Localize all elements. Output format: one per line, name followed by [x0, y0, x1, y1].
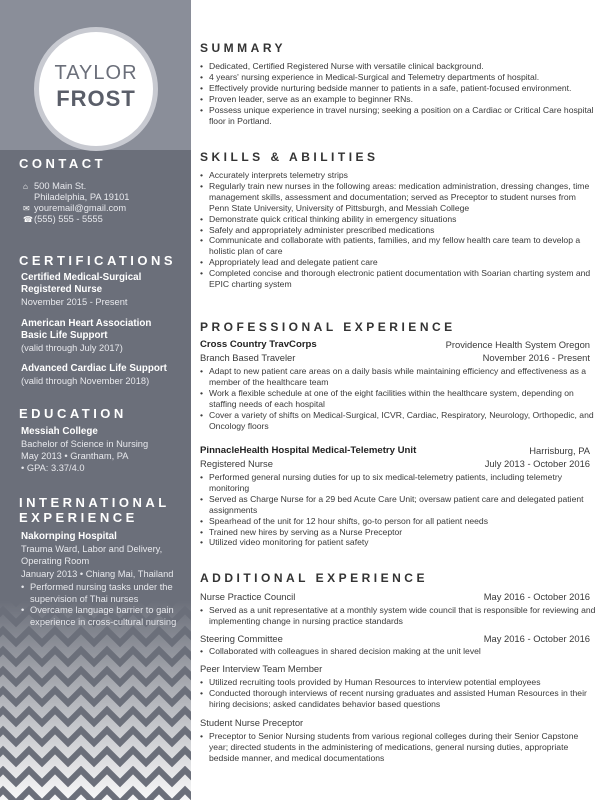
sidebar	[0, 0, 191, 800]
list-item: • Trained new hires by serving as a Nurse Preceptor	[200, 527, 596, 538]
cert-3-detail: (valid through November 2018)	[21, 376, 150, 386]
add-1-dates: May 2016 - October 2016	[483, 591, 590, 602]
add-2-bullets	[200, 646, 596, 657]
intl-date-location: January 2013 • Chiang Mai, Thailand	[21, 569, 174, 579]
list-item: • Safely and appropriately administer prescribed medications	[200, 225, 596, 236]
address-line1: 500 Main St.	[34, 181, 87, 191]
list-item: • Performed general nursing duties for up to six medical-telemetry patients, including telemetry monitoring	[200, 472, 596, 494]
degree: Bachelor of Science in Nursing	[21, 439, 149, 449]
cert-1-detail: November 2015 - Present	[21, 297, 128, 307]
add-4-role: Student Nurse Preceptor	[200, 717, 304, 728]
cert-3-line1: Advanced Cardiac Life Support	[21, 363, 167, 374]
job-2-bullets	[200, 472, 596, 548]
last-name: FROST	[56, 86, 136, 111]
add-3-bullets	[200, 677, 596, 710]
list-item: • Communicate and collaborate with patients, families, and my fellow health care team to develop a holistic plan of care	[200, 235, 596, 257]
cert-2-detail: (valid through July 2017)	[21, 343, 123, 353]
education-heading: EDUCATION	[19, 406, 127, 421]
email-row	[23, 203, 126, 215]
list-item: • Accurately interprets telemetry strips	[200, 170, 596, 181]
list-item: • Utilized video monitoring for patient safety	[200, 537, 596, 548]
school-name: Messiah College	[21, 426, 98, 437]
list-item: • Proven leader, serve as an example to beginner RNs.	[200, 94, 596, 105]
job-1-title: Cross Country TravCorps	[200, 339, 317, 350]
list-item: • Preceptor to Senior Nursing students from various regional colleges during their Senior Capstone year; directed students in the administering of medications, general nursing duties, appropriate bedside manner, and medical documentations	[200, 731, 596, 764]
add-1-role: Nurse Practice Council	[200, 591, 296, 602]
education-date-location: May 2013 • Grantham, PA	[21, 451, 129, 461]
add-4-bullets	[200, 731, 596, 764]
job-1-role: Branch Based Traveler	[200, 352, 296, 363]
list-item: • Cover a variety of shifts on Medical-Surgical, ICVR, Cardiac, Respiratory, Neurology, Orthopedic, and Oncology floors	[200, 410, 596, 432]
list-item: • Collaborated with colleagues in shared decision making at the unit level	[200, 646, 596, 657]
cert-1-line2: Registered Nurse	[21, 284, 103, 295]
skills-heading: SKILLS & ABILITIES	[200, 150, 379, 164]
phone-icon: ☎	[23, 215, 33, 224]
international-heading-line1: INTERNATIONAL	[19, 495, 170, 510]
summary-heading: SUMMARY	[200, 41, 287, 55]
list-item: • Overcame language barrier to gain experience in cross-cultural nursing	[21, 605, 186, 628]
main-content	[191, 0, 604, 800]
intl-bullets	[21, 582, 186, 628]
phone-text: (555) 555 - 5555	[34, 214, 103, 224]
job-1-bullets	[200, 366, 596, 431]
home-icon: ⌂	[23, 182, 28, 191]
add-2-dates: May 2016 - October 2016	[483, 633, 590, 644]
add-3-role: Peer Interview Team Member	[200, 663, 323, 674]
job-2-role: Registered Nurse	[200, 458, 273, 469]
job-2-org: Harrisburg, PA	[529, 445, 590, 456]
list-item: • Possess unique experience in travel nursing; seeking a position on a Cardiac or Critical Care hospital floor in Portland.	[200, 105, 596, 127]
cert-2-line1: American Heart Association	[21, 318, 152, 329]
list-item: • Conducted thorough interviews of recent nursing graduates and assisted Human Resources in their hiring decisions; asked candidates behavior based questions	[200, 688, 596, 710]
list-item: • Served as a unit representative at a monthly system wide council that is responsible for reviewing and implementing change in nursing practice standards	[200, 605, 596, 627]
list-item: • Regularly train new nurses in the following areas: medication administration, dressing changes, time management skills, assessment and documentation; served as Preceptor to student nurses from Penn State University, University of Pittsburgh, and Messiah College	[200, 181, 596, 214]
list-item: • Adapt to new patient care areas on a daily basis while maintaining efficiency and effectiveness as a member of the healthcare team	[200, 366, 596, 388]
job-2-dates: July 2013 - October 2016	[484, 458, 590, 469]
summary-bullets	[200, 61, 596, 126]
job-2-title: PinnacleHealth Hospital Medical-Telemetry Unit	[200, 445, 417, 456]
skills-bullets	[200, 170, 596, 290]
first-name: TAYLOR	[54, 62, 138, 84]
contact-heading: CONTACT	[19, 156, 107, 171]
international-heading-line2: EXPERIENCE	[19, 510, 138, 525]
email-text: youremail@gmail.com	[34, 203, 127, 213]
envelope-icon: ✉	[23, 204, 30, 213]
list-item: • Appropriately lead and delegate patient care	[200, 257, 596, 268]
certifications-heading: CERTIFICATIONS	[19, 253, 177, 268]
list-item: • Utilized recruiting tools provided by Human Resources to interview potential employees	[200, 677, 596, 688]
address-line2: Philadelphia, PA 19101	[34, 192, 130, 202]
job-1-org: Providence Health System Oregon	[445, 339, 590, 350]
list-item: • Served as Charge Nurse for a 29 bed Acute Care Unit; oversaw patient care and delegated patient assignments	[200, 494, 596, 516]
add-2-role: Steering Committee	[200, 633, 283, 644]
list-item: • Performed nursing tasks under the supervision of Thai nurses	[21, 582, 186, 605]
intl-role-line2: Operating Room	[21, 556, 90, 566]
list-item: • Dedicated, Certified Registered Nurse with versatile clinical background.	[200, 61, 596, 72]
cert-1-line1: Certified Medical-Surgical	[21, 272, 142, 283]
list-item: • 4 years' nursing experience in Medical-Surgical and Telemetry departments of hospital.	[200, 72, 596, 83]
list-item: • Completed concise and thorough electronic patient documentation with Soarian charting system and EPIC charting system	[200, 268, 596, 290]
professional-heading: PROFESSIONAL EXPERIENCE	[200, 320, 456, 334]
list-item: • Spearhead of the unit for 12 hour shifts, go-to person for all patient needs	[200, 516, 596, 527]
list-item: • Work a flexible schedule at one of the eight facilities within the healthcare system, depending on staffing needs of each hospital	[200, 388, 596, 410]
phone-row	[23, 214, 103, 226]
list-item: • Demonstrate quick critical thinking ability in emergency situations	[200, 214, 596, 225]
address-row	[23, 181, 86, 193]
hospital-name: Nakornping Hospital	[21, 531, 117, 542]
gpa: • GPA: 3.37/4.0	[21, 463, 85, 473]
intl-role-line1: Trauma Ward, Labor and Delivery,	[21, 544, 163, 554]
additional-heading: ADDITIONAL EXPERIENCE	[200, 571, 428, 585]
list-item: • Effectively provide nurturing bedside manner to patients in a safe, patient-focused environment.	[200, 83, 596, 94]
add-1-bullets	[200, 605, 596, 627]
cert-2-line2: Basic Life Support	[21, 330, 108, 341]
job-1-dates: November 2016 - Present	[482, 352, 590, 363]
name-badge	[34, 27, 158, 151]
